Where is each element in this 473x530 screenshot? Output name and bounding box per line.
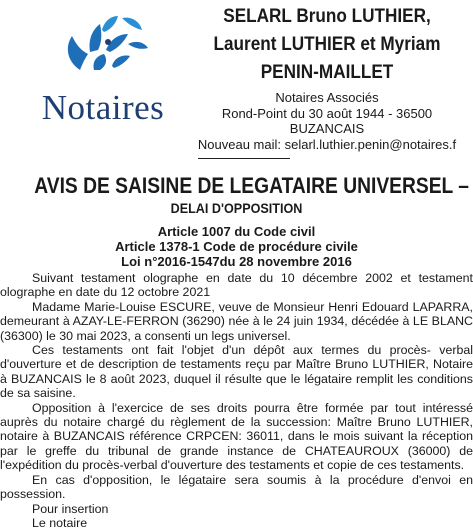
notice-header	[0, 0, 473, 180]
office-names	[206, 2, 447, 86]
office-address-line: Notaires Associés	[275, 90, 379, 105]
signature-line: Le notaire	[32, 515, 88, 530]
legal-reference: Article 1378-1 Code de procédure civile	[115, 239, 358, 254]
body-paragraph: Ces testaments ont fait l'objet d'un dépôt aux termes du procès- verbal d'ouverture et de description de testaments reçu par Maître Bruno LUTHIER, Notaire à BUZANCAIS le 8 août 2023, duquel il résulte que le légataire remplit les conditions de sa saisine.	[0, 343, 473, 401]
header-divider	[198, 158, 290, 159]
legal-references	[0, 224, 473, 269]
closing-line: Pour insertion	[32, 501, 109, 516]
office-name-line: SELARL Bruno LUTHIER,	[223, 5, 431, 27]
office-address-line: BUZANCAIS	[289, 121, 365, 136]
marianne-profile-icon	[28, 10, 178, 92]
office-name-line: Laurent LUTHIER et Myriam	[213, 33, 441, 55]
body-paragraph: Suivant testament olographe en date du 10 décembre 2002 et testament olographe en date du 12 octobre 2021	[0, 271, 473, 300]
notice-title: AVIS DE SAISINE DE LEGATAIRE UNIVERSEL –	[34, 173, 470, 198]
legal-reference: Loi n°2016-1547du 28 novembre 2016	[121, 254, 352, 269]
office-address	[190, 90, 464, 152]
office-block	[190, 2, 464, 152]
body-paragraph: Madame Marie-Louise ESCURE, veuve de Monsieur Henri Edouard LAPARRA, demeurant à AZAY-LE-FERRON (36290) née à le 24 juin 1934, décédée à LE BLANC (36300) le 30 mai 2023, a consenti un legs universel.	[0, 299, 473, 343]
body-paragraph: En cas d'opposition, le légataire sera soumis à la procédure d'envoi en possession.	[0, 472, 473, 502]
logo-wordmark: Notaires	[41, 88, 165, 127]
office-email: Nouveau mail: selarl.luthier.penin@notaires.f	[197, 136, 457, 152]
office-name-line: PENIN-MAILLET	[260, 61, 394, 83]
notice-subtitle: DELAI D'OPPOSITION	[170, 200, 303, 216]
office-address-line: Rond-Point du 30 août 1944 - 36500	[221, 105, 433, 121]
legal-reference: Article 1007 du Code civil	[157, 224, 316, 239]
notaires-logo	[28, 10, 178, 125]
body-paragraph: Opposition à l'exercice de ses droits pourra être formée par tout intéressé auprès du notaire chargé du règlement de la succession: Maître Bruno LUTHIER, notaire à BUZANCAIS référence CRPCEN: 36011, dans le mois suivant la réception par le greffe du tribunal de grande instance de CHATEAUROUX (36000) de l'expédition du procès-verbal d'ouverture des testaments et copie de ces testaments.	[0, 400, 473, 473]
notice-body	[0, 271, 473, 530]
